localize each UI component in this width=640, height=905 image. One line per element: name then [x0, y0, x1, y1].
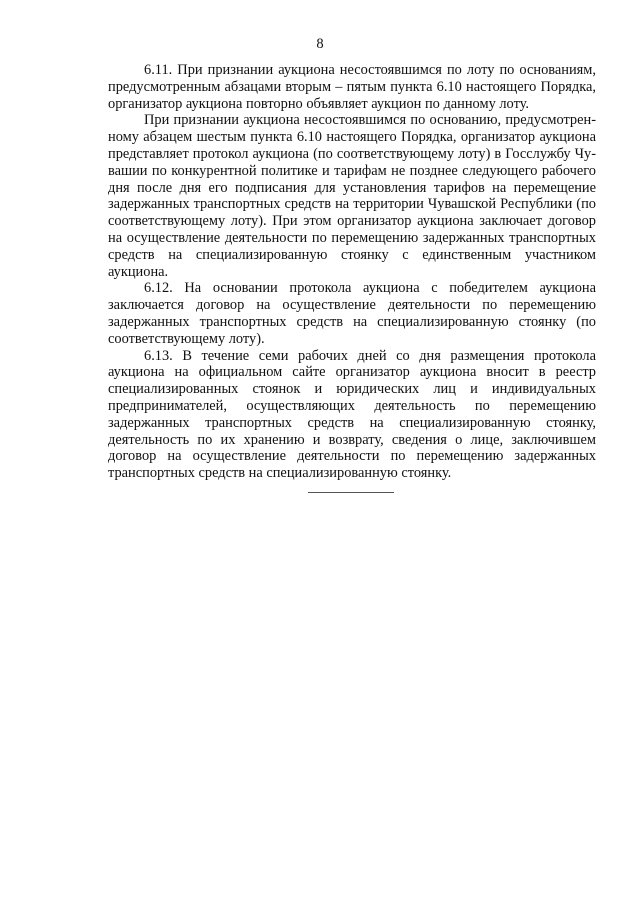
paragraph-6-11: 6.11. При признании аукциона несостоявшимся по лоту по основаниям, предусмотренным абзацами вторым – пятым пункта 6.10 настоящего Порядка, организатор аукциона повторно объявляет аукцион по данному лоту. [108, 62, 596, 112]
paragraph-6-13: 6.13. В течение семи рабочих дней со дня размещения протокола аукциона на официальном сайте организатор аукциона вносит в реестр специализированных стоянок и юридических лиц и индивидуальных предпринимателей, осуществляющих деятельность по перемещению задержанных транспортных средств на специализированную стоянку, деятельность по их хранению и возврату, сведения о лице, заключившем договор на осуществление деятельности по перемещению задержанных транспортных средств на специализированную стоянку. [108, 347, 596, 482]
end-separator-line [308, 492, 394, 493]
paragraph-6-12: 6.12. На основании протокола аукциона с победителем аукциона заключается договор на осуществление деятельности по перемещению задержанных транспортных средств на специализированную стоянку (по соответствующему лоту). [108, 280, 596, 347]
paragraph-6-11-continuation: При признании аукциона несостоявшимся по основанию, предусмотренному абзацем шестым пункта 6.10 настоящего Порядка, организатор аукциона представляет протокол аукциона (по соответствующему лоту) в Госслужбу Чувашии по конкурентной политике и тарифам не позднее следующего рабочего дня после дня его подписания для установления тарифов на перемещение задержанных транспортных средств на территории Чувашской Республики (по соответствующему лоту). При этом организатор аукциона заключает договор на осуществление деятельности по перемещению задержанных транспортных средств на специализированную стоянку с единственным участником аукциона. [108, 112, 596, 280]
page-number: 8 [316, 36, 324, 52]
document-body [108, 62, 596, 482]
